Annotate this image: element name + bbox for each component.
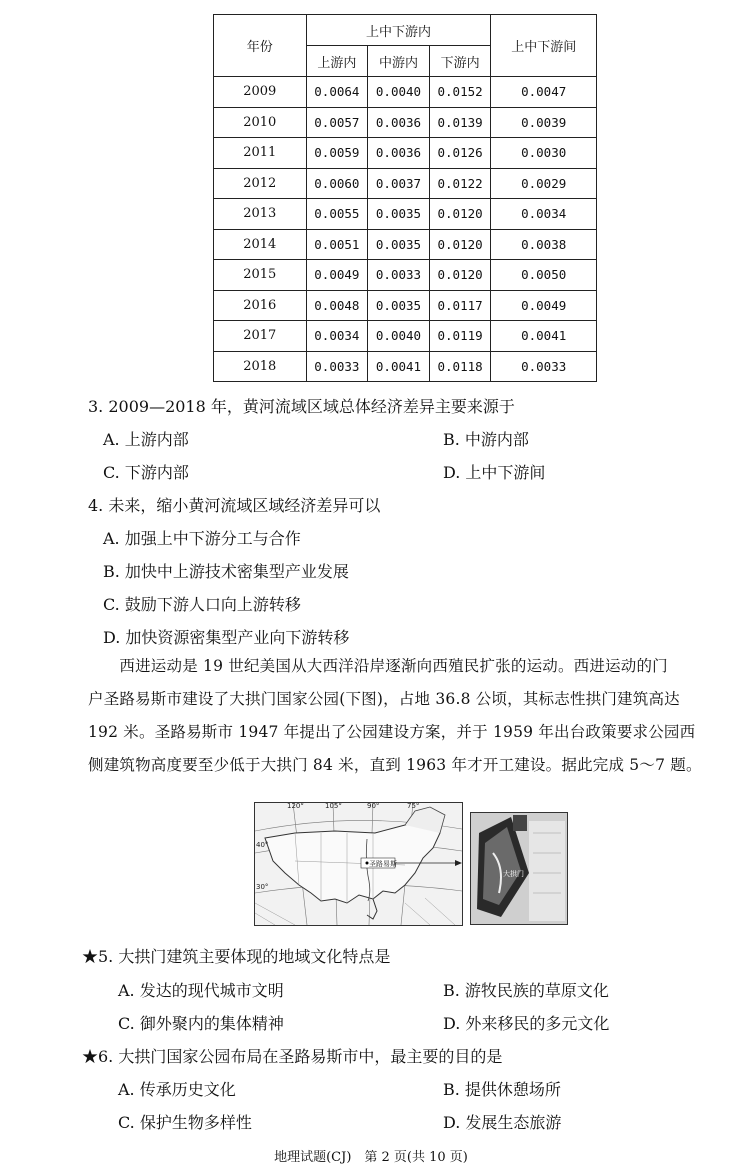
- cell-lower: 0.0120: [429, 199, 491, 230]
- header-middle: 中游内: [368, 46, 430, 77]
- q5-option-b: B. 游牧民族的草原文化: [443, 981, 609, 1000]
- lon-label-120: 120°: [287, 802, 304, 810]
- reading-passage: [88, 650, 728, 782]
- cell-middle: 0.0036: [368, 138, 430, 169]
- table-body: [214, 77, 597, 382]
- cell-upper: 0.0049: [306, 260, 368, 291]
- header-year: 年份: [214, 15, 307, 77]
- cell-year: 2017: [214, 321, 307, 352]
- cell-year: 2009: [214, 77, 307, 108]
- lat-label-40: 40°: [256, 841, 269, 849]
- cell-between: 0.0039: [491, 107, 597, 138]
- cell-upper: 0.0034: [306, 321, 368, 352]
- q3-option-a: A. 上游内部: [103, 430, 189, 449]
- header-between: 上中下游间: [491, 15, 597, 77]
- lat-label-30: 30°: [256, 883, 269, 891]
- table-row: [214, 107, 597, 138]
- cell-upper: 0.0055: [306, 199, 368, 230]
- q6-option-d: D. 发展生态旅游: [443, 1113, 562, 1132]
- cell-year: 2013: [214, 199, 307, 230]
- q3-option-c: C. 下游内部: [103, 463, 189, 482]
- cell-between: 0.0034: [491, 199, 597, 230]
- cell-year: 2014: [214, 229, 307, 260]
- cell-lower: 0.0118: [429, 351, 491, 382]
- arch-park-photo: [470, 812, 568, 925]
- q3-option-d: D. 上中下游间: [443, 463, 546, 482]
- cell-lower: 0.0139: [429, 107, 491, 138]
- photo-label: 大拱门: [503, 870, 524, 878]
- cell-upper: 0.0064: [306, 77, 368, 108]
- passage-line-4: 侧建筑物高度要至少低于大拱门 84 米，直到 1963 年才开工建设。据此完成 5～7 题。: [88, 756, 702, 774]
- table-row: [214, 77, 597, 108]
- page-footer: 地理试题(CJ) 第 2 页(共 10 页): [274, 1150, 468, 1165]
- cell-middle: 0.0035: [368, 290, 430, 321]
- q5-option-a: A. 发达的现代城市文明: [118, 981, 284, 1000]
- passage-line-2: 户圣路易斯市建设了大拱门国家公园(下图)，占地 36.8 公顷，其标志性拱门建筑高达: [88, 690, 680, 708]
- cell-between: 0.0029: [491, 168, 597, 199]
- cell-lower: 0.0120: [429, 229, 491, 260]
- economic-difference-table: [213, 14, 597, 382]
- cell-between: 0.0049: [491, 290, 597, 321]
- passage-line-3: 192 米。圣路易斯市 1947 年提出了公园建设方案，并于 1959 年出台政策要求公园西: [88, 723, 696, 741]
- cell-upper: 0.0033: [306, 351, 368, 382]
- cell-between: 0.0038: [491, 229, 597, 260]
- cell-lower: 0.0117: [429, 290, 491, 321]
- cell-between: 0.0050: [491, 260, 597, 291]
- q6-option-b: B. 提供休憩场所: [443, 1080, 561, 1099]
- us-map-drawing: [255, 803, 462, 925]
- question-3-stem: 3. 2009—2018 年，黄河流域区域总体经济差异主要来源于: [88, 397, 515, 416]
- cell-middle: 0.0037: [368, 168, 430, 199]
- lon-label-90: 90°: [367, 802, 380, 810]
- cell-year: 2015: [214, 260, 307, 291]
- table-row: [214, 290, 597, 321]
- header-within: 上中下游内: [306, 15, 491, 46]
- cell-upper: 0.0060: [306, 168, 368, 199]
- cell-lower: 0.0126: [429, 138, 491, 169]
- cell-lower: 0.0119: [429, 321, 491, 352]
- q3-option-b: B. 中游内部: [443, 430, 529, 449]
- q6-option-a: A. 传承历史文化: [118, 1080, 236, 1099]
- table-row: [214, 138, 597, 169]
- us-map-figure: [254, 802, 463, 926]
- cell-middle: 0.0036: [368, 107, 430, 138]
- q4-option-d: D. 加快资源密集型产业向下游转移: [103, 628, 350, 647]
- cell-middle: 0.0033: [368, 260, 430, 291]
- cell-upper: 0.0048: [306, 290, 368, 321]
- cell-middle: 0.0035: [368, 229, 430, 260]
- cell-middle: 0.0041: [368, 351, 430, 382]
- q5-option-c: C. 御外聚内的集体精神: [118, 1014, 284, 1033]
- cell-year: 2016: [214, 290, 307, 321]
- q4-option-a: A. 加强上中下游分工与合作: [103, 529, 301, 548]
- cell-upper: 0.0059: [306, 138, 368, 169]
- cell-year: 2018: [214, 351, 307, 382]
- cell-middle: 0.0040: [368, 321, 430, 352]
- cell-lower: 0.0122: [429, 168, 491, 199]
- question-6-stem: ★6. 大拱门国家公园布局在圣路易斯市中，最主要的目的是: [82, 1047, 503, 1066]
- table-row: [214, 321, 597, 352]
- city-label: 圣路易斯: [369, 860, 397, 868]
- cell-year: 2012: [214, 168, 307, 199]
- q6-option-c: C. 保护生物多样性: [118, 1113, 252, 1132]
- cell-year: 2011: [214, 138, 307, 169]
- cell-lower: 0.0152: [429, 77, 491, 108]
- table-row: [214, 229, 597, 260]
- cell-upper: 0.0051: [306, 229, 368, 260]
- table-row: [214, 351, 597, 382]
- q4-option-b: B. 加快中上游技术密集型产业发展: [103, 562, 349, 581]
- question-5-stem: ★5. 大拱门建筑主要体现的地域文化特点是: [82, 947, 391, 966]
- cell-middle: 0.0040: [368, 77, 430, 108]
- cell-lower: 0.0120: [429, 260, 491, 291]
- lon-label-75: 75°: [407, 802, 420, 810]
- table-row: [214, 168, 597, 199]
- question-4-stem: 4. 未来，缩小黄河流域区域经济差异可以: [88, 496, 381, 515]
- cell-middle: 0.0035: [368, 199, 430, 230]
- cell-between: 0.0047: [491, 77, 597, 108]
- cell-upper: 0.0057: [306, 107, 368, 138]
- passage-line-1: 西进运动是 19 世纪美国从大西洋沿岸逐渐向西殖民扩张的运动。西进运动的门: [88, 657, 668, 675]
- q5-option-d: D. 外来移民的多元文化: [443, 1014, 610, 1033]
- cell-between: 0.0041: [491, 321, 597, 352]
- lon-label-105: 105°: [325, 802, 342, 810]
- q4-option-c: C. 鼓励下游人口向上游转移: [103, 595, 301, 614]
- header-upper: 上游内: [306, 46, 368, 77]
- cell-between: 0.0033: [491, 351, 597, 382]
- header-lower: 下游内: [429, 46, 491, 77]
- cell-between: 0.0030: [491, 138, 597, 169]
- table-row: [214, 199, 597, 230]
- table-row: [214, 260, 597, 291]
- cell-year: 2010: [214, 107, 307, 138]
